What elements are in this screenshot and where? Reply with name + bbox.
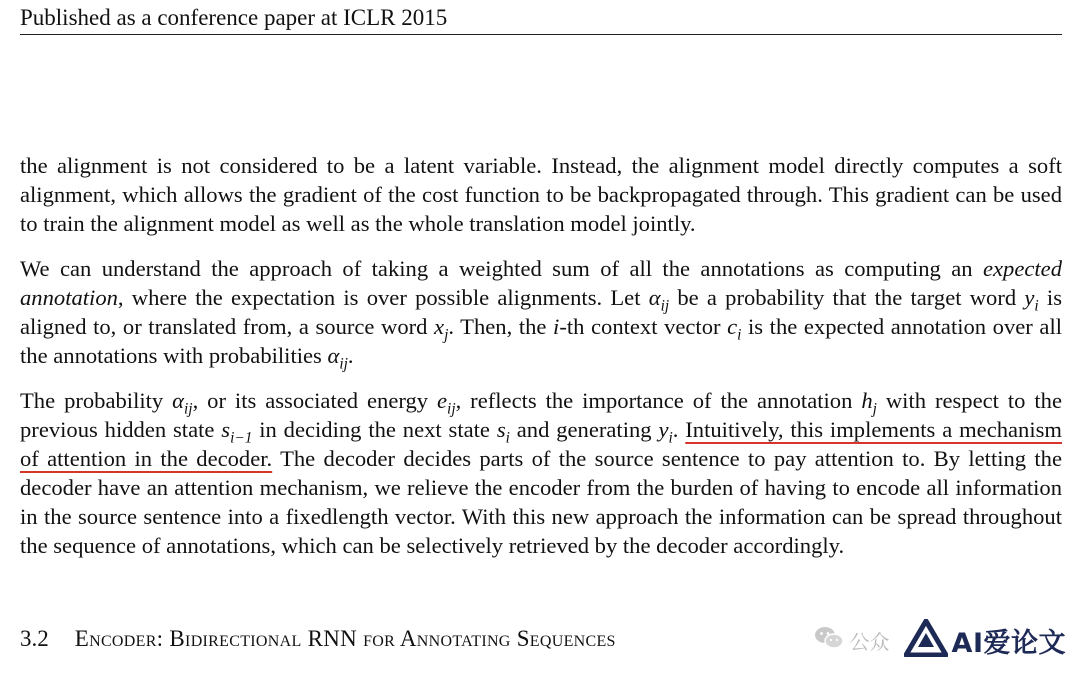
math-h-j: $h_j$	[861, 388, 877, 418]
math-alpha-ij-3: $\alpha_{ij}$	[172, 388, 193, 418]
p2-emphasis: expected annotation	[20, 256, 1062, 310]
p2-text-1: We can understand the approach of taking a weighted sum of all the annotations as computing an	[20, 256, 983, 281]
brand-text: AI爱论文	[951, 627, 1066, 659]
p3-text-2: , or its associated energy	[192, 388, 438, 413]
p2-text-3: be a probability that the target word	[669, 285, 1025, 310]
p3-text-5: in deciding the next state	[252, 417, 497, 442]
section-number: 3.2	[20, 626, 49, 651]
math-x-j: $x_j$	[434, 314, 449, 344]
p2-text-8: .	[347, 343, 354, 368]
highlighted-sentence: Intuitively, this implements a mechanism of attention in the decoder.	[20, 417, 1062, 471]
p3-text-8: The decoder decides parts of the source sentence to pay attention to. By letting the decoder have an attention mechanism, we relieve the encoder from the burden of having to encode all information in the source sentence into a fixedlength vector. With this new approach the information can be spread throughout the sequence of annotations, which can be selectively retrieved by the decoder accordingly.	[20, 446, 1062, 558]
math-s-i: $s_i$	[496, 417, 510, 447]
paragraph-2	[20, 254, 1062, 373]
math-y-i-2: $y_i$	[658, 417, 673, 447]
page-body	[20, 151, 1062, 560]
running-header: Published as a conference paper at ICLR 2015	[20, 5, 448, 30]
paragraph-3	[20, 386, 1062, 560]
p2-text-6: -th context vector	[559, 314, 728, 339]
brand-logo	[904, 619, 1066, 662]
wechat-icon	[814, 625, 844, 656]
math-y-i: $y_i$	[1024, 285, 1039, 315]
watermark-faded-text: 公众	[849, 629, 890, 654]
math-c-i: $c_i$	[727, 314, 742, 344]
ai-logo-icon	[904, 619, 948, 662]
section-title: Encoder: Bidirectional RNN for Annotating Sequences	[74, 626, 616, 651]
p3-text-6: and generating	[509, 417, 659, 442]
p2-text-5: . Then, the	[448, 314, 554, 339]
math-alpha-ij: $\alpha_{ij}$	[648, 285, 670, 315]
p3-text-7: .	[672, 417, 686, 442]
math-i: i	[553, 314, 560, 339]
math-e-ij: $e_{ij}$	[437, 388, 456, 418]
wechat-watermark	[814, 625, 890, 656]
section-heading	[20, 624, 616, 654]
math-s-i-minus-1: $s_{i-1}$	[221, 417, 253, 447]
paragraph-1: the alignment is not considered to be a latent variable. Instead, the alignment model directly computes a soft alignment, which allows the gradient of the cost function to be backpropagated through. This gradient can be used to train the alignment model as well as the whole translation model jointly.	[20, 153, 1062, 236]
p2-text-2: , where the expectation is over possible alignments. Let	[117, 285, 649, 310]
math-alpha-ij-2: $\alpha_{ij}$	[327, 343, 348, 373]
watermark	[814, 620, 1066, 660]
p3-text-1: The probability	[20, 388, 173, 413]
p3-text-4: with respect to the previous hidden state	[20, 388, 1062, 442]
header-rule	[20, 34, 1062, 35]
p3-text-3: , reflects the importance of the annotation	[455, 388, 862, 413]
p2-text-4: is aligned to, or translated from, a source word	[20, 285, 1062, 339]
p2-text-7: is the expected annotation over all the annotations with probabilities	[20, 314, 1062, 368]
